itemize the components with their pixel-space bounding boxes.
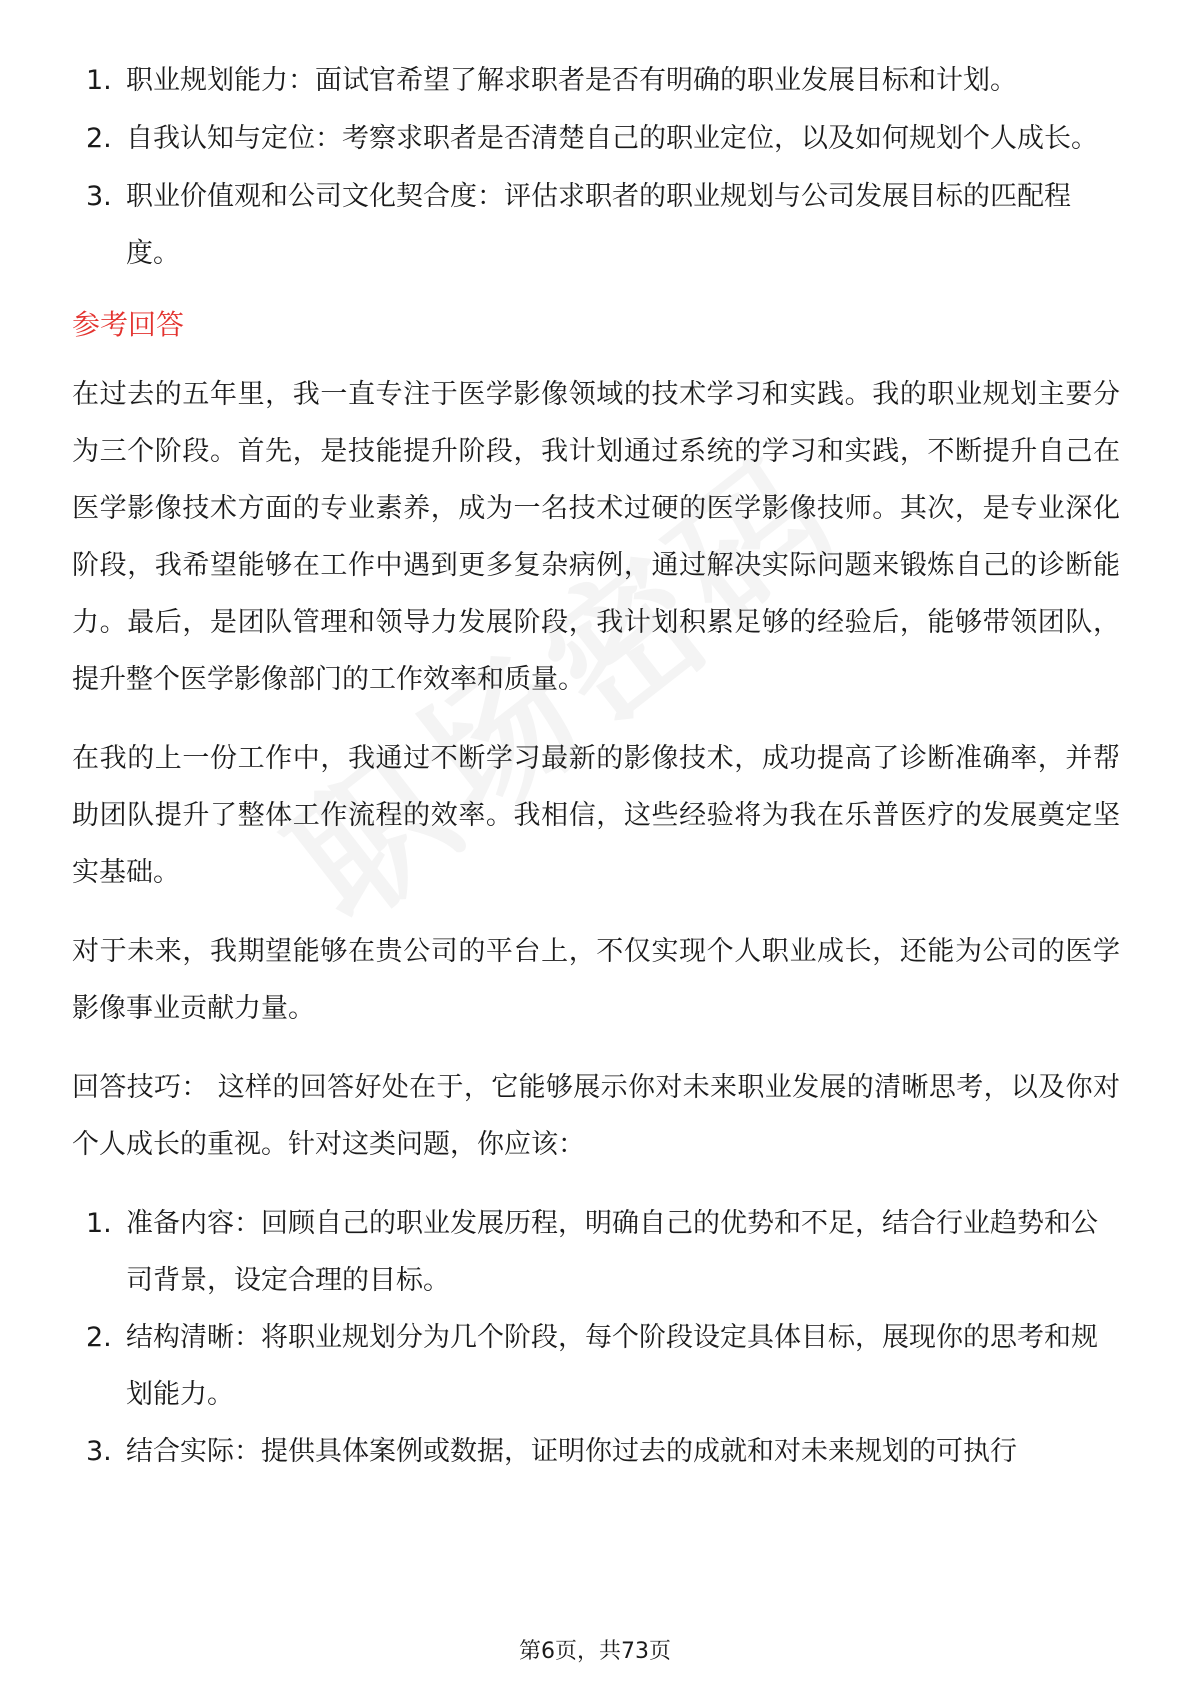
- list-item-number: 2.: [86, 123, 112, 154]
- tips-paragraph: 回答技巧： 这样的回答好处在于，它能够展示你对未来职业发展的清晰思考，以及你对个人成长的重视。针对这类问题，你应该：: [72, 1072, 1120, 1160]
- list-item-number: 3.: [86, 1436, 112, 1467]
- list-item-text: 结合实际：提供具体案例或数据，证明你过去的成就和对未来规划的可执行: [126, 1436, 1017, 1467]
- section-heading: 参考回答: [72, 308, 185, 341]
- criteria-list: [72, 52, 1120, 282]
- tips-list: [72, 1195, 1120, 1480]
- answer-paragraph: 在过去的五年里，我一直专注于医学影像领域的技术学习和实践。我的职业规划主要分为三个阶段。首先，是技能提升阶段，我计划通过系统的学习和实践，不断提升自己在医学影像技术方面的专业素养，成为一名技术过硬的医学影像技师。其次，是专业深化阶段，我希望能够在工作中遇到更多复杂病例，通过解决实际问题来锻炼自己的诊断能力。最后，是团队管理和领导力发展阶段，我计划积累足够的经验后，能够带领团队，提升整个医学影像部门的工作效率和质量。: [72, 379, 1120, 695]
- list-item-number: 1.: [86, 1208, 112, 1239]
- page-content: [72, 52, 1120, 1480]
- list-item-text: 职业规划能力：面试官希望了解求职者是否有明确的职业发展目标和计划。: [126, 65, 1017, 96]
- list-item-text: 自我认知与定位：考察求职者是否清楚自己的职业定位，以及如何规划个人成长。: [126, 123, 1098, 154]
- page-number-footer: 第6页，共73页: [519, 1639, 671, 1664]
- list-item-text: 结构清晰：将职业规划分为几个阶段，每个阶段设定具体目标，展现你的思考和规划能力。: [126, 1322, 1098, 1410]
- list-item: [72, 1423, 1120, 1480]
- list-item: [72, 52, 1120, 109]
- list-item: [72, 110, 1120, 167]
- list-item-number: 3.: [86, 181, 112, 212]
- list-item: [72, 1195, 1120, 1309]
- list-item-number: 1.: [86, 65, 112, 96]
- list-item-number: 2.: [86, 1322, 112, 1353]
- list-item: [72, 1309, 1120, 1423]
- list-item-text: 职业价值观和公司文化契合度：评估求职者的职业规划与公司发展目标的匹配程度。: [126, 181, 1071, 269]
- answer-paragraph: 对于未来，我期望能够在贵公司的平台上，不仅实现个人职业成长，还能为公司的医学影像事业贡献力量。: [72, 936, 1120, 1024]
- list-item: [72, 168, 1120, 282]
- answer-paragraph: 在我的上一份工作中，我通过不断学习最新的影像技术，成功提高了诊断准确率，并帮助团队提升了整体工作流程的效率。我相信，这些经验将为我在乐普医疗的发展奠定坚实基础。: [72, 743, 1120, 888]
- list-item-text: 准备内容：回顾自己的职业发展历程，明确自己的优势和不足，结合行业趋势和公司背景，设定合理的目标。: [126, 1208, 1098, 1296]
